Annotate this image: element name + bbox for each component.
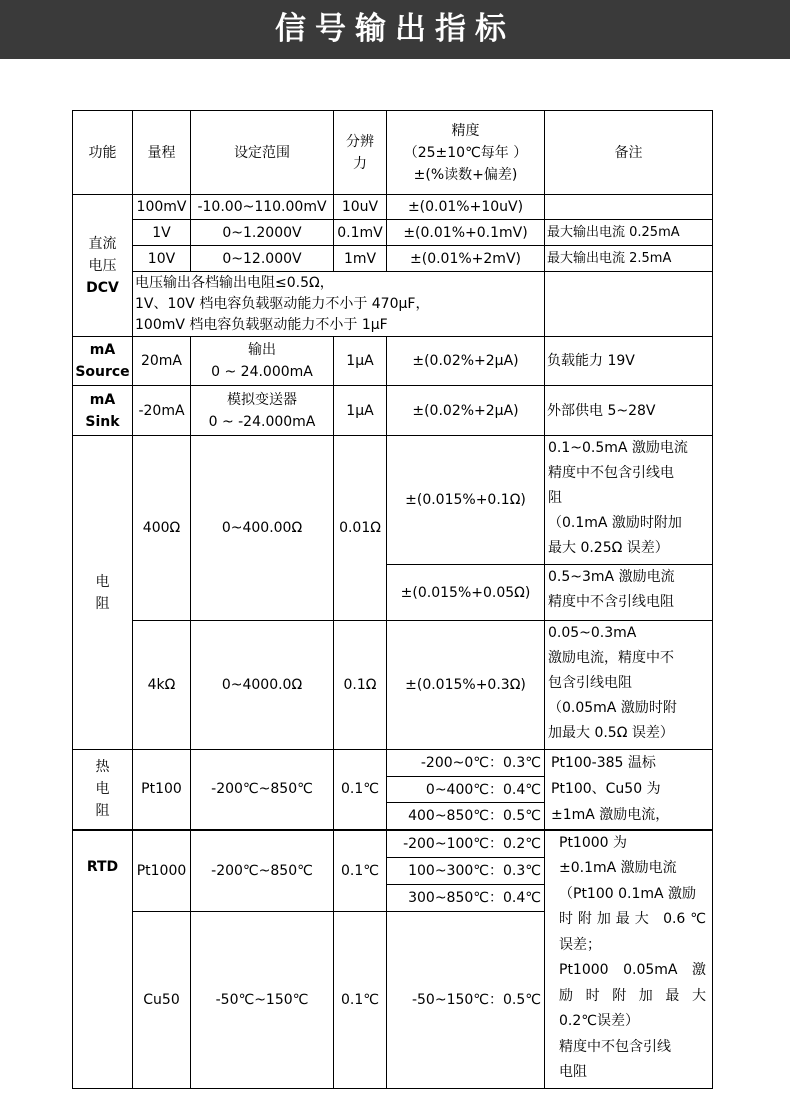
- rtd-label-2: RTD: [73, 830, 133, 1089]
- table-row: Cu50 -50℃~150℃ 0.1℃ -50~150℃：0.5℃: [73, 912, 713, 1089]
- ma-sink-label: mA Sink: [73, 386, 133, 436]
- table-row: 电 阻 400Ω 0~400.00Ω 0.01Ω ±(0.015%+0.1Ω) 0.1~0.5mA 激励电流 精度中不包含引线电 阻 （0.1mA 激励时附加 最大 0.25Ω 误差）: [73, 436, 713, 565]
- header-range: 量程: [133, 111, 191, 195]
- page-title: 信号输出指标: [275, 11, 515, 47]
- table-row: 4kΩ 0~4000.0Ω 0.1Ω ±(0.015%+0.3Ω) 0.05~0.3mA 激励电流，精度中不 包含引线电阻 （0.05mA 激励时附 加最大 0.5Ω 误差）: [73, 621, 713, 750]
- rtd-label: 热 电 阻: [73, 750, 133, 830]
- spec-table: [72, 110, 713, 1089]
- table-row: 10V 0~12.000V 1mV ±(0.01%+2mV) 最大输出电流 2.5mA: [73, 246, 713, 272]
- table-row: mA Source 20mA 输出 0 ~ 24.000mA 1μA ±(0.02%+2μA) 负载能力 19V: [73, 337, 713, 386]
- table-row: 直流 电压 DCV 100mV -10.00~110.00mV 10uV ±(0.01%+10uV): [73, 195, 713, 220]
- header-row: [73, 111, 713, 195]
- ma-source-label: mA Source: [73, 337, 133, 386]
- table-row: [73, 272, 713, 337]
- header-accuracy: 精度 （25±10℃每年 ） ±(%读数+偏差): [387, 111, 545, 195]
- dcv-footnote: 电压输出各档输出电阻≤0.5Ω， 1V、10V 档电容负载驱动能力不小于 470μF， 100mV 档电容负载驱动能力不小于 1μF: [133, 272, 545, 337]
- table-row: 0~400℃：0.4℃: [73, 777, 713, 803]
- header-resolution: 分辨 力: [334, 111, 387, 195]
- table-row: 1V 0~1.2000V 0.1mV ±(0.01%+0.1mV) 最大输出电流 0.25mA: [73, 220, 713, 246]
- table-row: 400~850℃：0.5℃: [73, 803, 713, 830]
- table-row: RTD Pt1000 -200℃~850℃ 0.1℃ -200~100℃：0.2℃ Pt1000 为 ±0.1mA 激励电流 （Pt100 0.1mA 激励 时附加最大 0.6℃ 误差； Pt1000 0.05mA 激 励 时 附 加 最 大 0.2℃误差） 精度中不包含引线 电阻: [73, 830, 713, 858]
- table-row: 100~300℃：0.3℃: [73, 858, 713, 885]
- resistance-label: 电 阻: [73, 436, 133, 750]
- table-row: 热 电 阻 Pt100 -200℃~850℃ 0.1℃ -200~0℃：0.3℃ Pt100-385 温标 Pt100、Cu50 为 ±1mA 激励电流，: [73, 750, 713, 777]
- table-row: 300~850℃：0.4℃: [73, 885, 713, 912]
- header-setting-range: 设定范围: [191, 111, 334, 195]
- table-row: ±(0.015%+0.05Ω) 0.5~3mA 激励电流 精度中不含引线电阻: [73, 565, 713, 621]
- header-function: 功能: [73, 111, 133, 195]
- dcv-label: 直流 电压 DCV: [73, 195, 133, 337]
- header-remarks: 备注: [545, 111, 713, 195]
- table-row: mA Sink -20mA 模拟变送器 0 ~ -24.000mA 1μA ±(0.02%+2μA) 外部供电 5~28V: [73, 386, 713, 436]
